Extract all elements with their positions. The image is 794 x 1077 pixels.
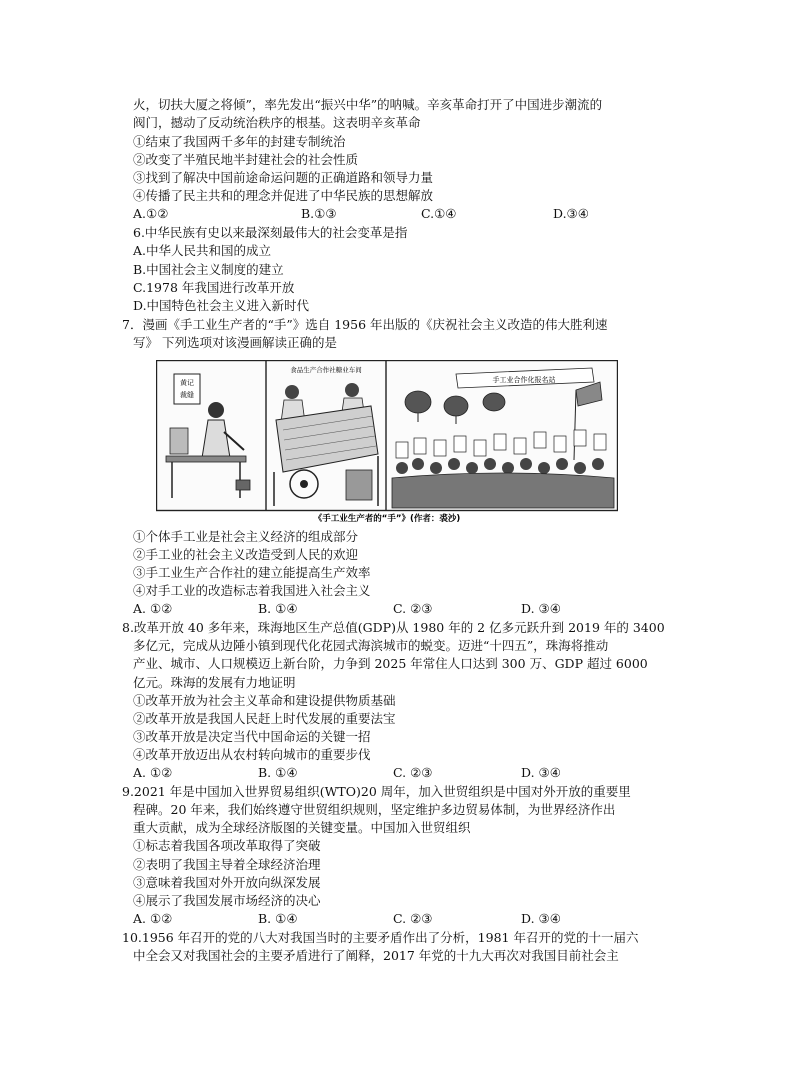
q7-option-c: C. ②③ [393, 601, 433, 616]
q6-option-a: A.中华人民共和国的成立 [133, 243, 272, 258]
q9-stem-line-2: 程碑。20 年来，我们始终遵守世贸组织规则，坚定维护多边贸易体制，为世界经济作出 [133, 802, 616, 817]
q10-stem-line-2: 中全会又对我国社会的主要矛盾进行了阐释，2017 年党的十九大再次对我国目前社会主 [133, 948, 619, 963]
q5-statement-3: ③找到了解决中国前途命运问题的正确道路和领导力量 [133, 170, 434, 185]
q9-statement-3: ③意味着我国对外开放向纵深发展 [133, 875, 321, 890]
station-sign: 手工业合作化报名站 [492, 376, 556, 384]
q5-statement-1: ①结束了我国两千多年的封建专制统治 [133, 134, 346, 149]
q8-option-a: A. ①② [133, 765, 173, 780]
q9-statement-4: ④展示了我国发展市场经济的决心 [133, 893, 321, 908]
q7-statement-4: ④对手工业的改造标志着我国进入社会主义 [133, 583, 371, 598]
cartoon-illustration [156, 360, 618, 526]
q5-statement-2: ②改变了半殖民地半封建社会的社会性质 [133, 152, 359, 167]
q8-statement-2: ②改革开放是我国人民赶上时代发展的重要法宝 [133, 711, 396, 726]
q5-statement-4: ④传播了民主共和的理念并促进了中华民族的思想解放 [133, 188, 434, 203]
q8-stem-line-4: 亿元。珠海的发展有力地证明 [133, 675, 296, 690]
q8-statement-4: ④改革开放迈出从农村转向城市的重要步伐 [133, 747, 371, 762]
q9-stem-line-1: 9.2021 年是中国加入世界贸易组织(WTO)20 周年，加入世贸组织是中国对外开放的重要里 [122, 784, 631, 799]
q8-option-d: D. ③④ [521, 765, 561, 780]
q9-stem-line-3: 重大贡献，成为全球经济版图的关键变量。中国加入世贸组织 [133, 820, 471, 835]
q7-option-b: B. ①④ [258, 601, 298, 616]
q8-statement-3: ③改革开放是决定当代中国命运的关键一招 [133, 729, 371, 744]
q6-option-c: C.1978 年我国进行改革开放 [133, 280, 295, 295]
q9-option-d: D. ③④ [521, 911, 561, 926]
q9-option-c: C. ②③ [393, 911, 433, 926]
q8-stem-line-3: 产业、城市、人口规模迈上新台阶，力争到 2025 年常住人口达到 300 万、GDP 超过 6000 [133, 656, 648, 671]
q8-stem-line-2: 多亿元，完成从边陲小镇到现代化花园式海滨城市的蜕变。迈进“十四五”，珠海将推动 [133, 638, 609, 653]
q5-option-b: B.①③ [301, 206, 337, 221]
q9-statement-2: ②表明了我国主导着全球经济治理 [133, 857, 321, 872]
q7-stem-line-2: 写》 下列选项对该漫画解读正确的是 [133, 335, 337, 350]
q9-option-a: A. ①② [133, 911, 173, 926]
q5-option-d: D.③④ [553, 206, 589, 221]
q5-option-a: A.①② [133, 206, 169, 221]
q8-option-c: C. ②③ [393, 765, 433, 780]
q7-statement-2: ②手工业的社会主义改造受到人民的欢迎 [133, 547, 359, 562]
q7-stem-line-1: 7．漫画《手工业生产者的“手”》选自 1956 年出版的《庆祝社会主义改造的伟大胜利速 [122, 317, 608, 332]
q7-statement-1: ①个体手工业是社会主义经济的组成部分 [133, 529, 359, 544]
q6-stem: 6.中华民族有史以来最深刻最伟大的社会变革是指 [133, 225, 408, 240]
cartoon-caption: 《手工业生产者的“手”》(作者：裘沙) [313, 514, 461, 524]
q7-statement-3: ③手工业生产合作社的建立能提高生产效率 [133, 565, 371, 580]
tailor-sign-line-1: 黄记 [180, 379, 194, 387]
q8-option-b: B. ①④ [258, 765, 298, 780]
q6-option-b: B.中国社会主义制度的建立 [133, 262, 284, 277]
q5-stem-line-1: 火，切扶大厦之将倾”，率先发出“振兴中华”的呐喊。辛亥革命打开了中国进步潮流的 [133, 97, 603, 112]
q5-stem-line-2: 阀门，撼动了反动统治秩序的根基。这表明辛亥革命 [133, 115, 421, 130]
q7-option-d: D. ③④ [521, 601, 561, 616]
tailor-sign-line-2: 裁缝 [180, 391, 194, 399]
workshop-sign: 食品生产合作社糖业车间 [290, 366, 362, 374]
q6-option-d: D.中国特色社会主义进入新时代 [133, 298, 310, 313]
q8-statement-1: ①改革开放为社会主义革命和建设提供物质基础 [133, 693, 396, 708]
q8-stem-line-1: 8.改革开放 40 多年来，珠海地区生产总值(GDP)从 1980 年的 2 亿多元跃升到 2019 年的 3400 [122, 620, 665, 635]
q10-stem-line-1: 10.1956 年召开的党的八大对我国当时的主要矛盾作出了分析，1981 年召开的党的十一届六 [122, 930, 639, 945]
q7-option-a: A. ①② [133, 601, 173, 616]
q9-option-b: B. ①④ [258, 911, 298, 926]
q9-statement-1: ①标志着我国各项改革取得了突破 [133, 838, 321, 853]
q5-option-c: C.①④ [421, 206, 457, 221]
